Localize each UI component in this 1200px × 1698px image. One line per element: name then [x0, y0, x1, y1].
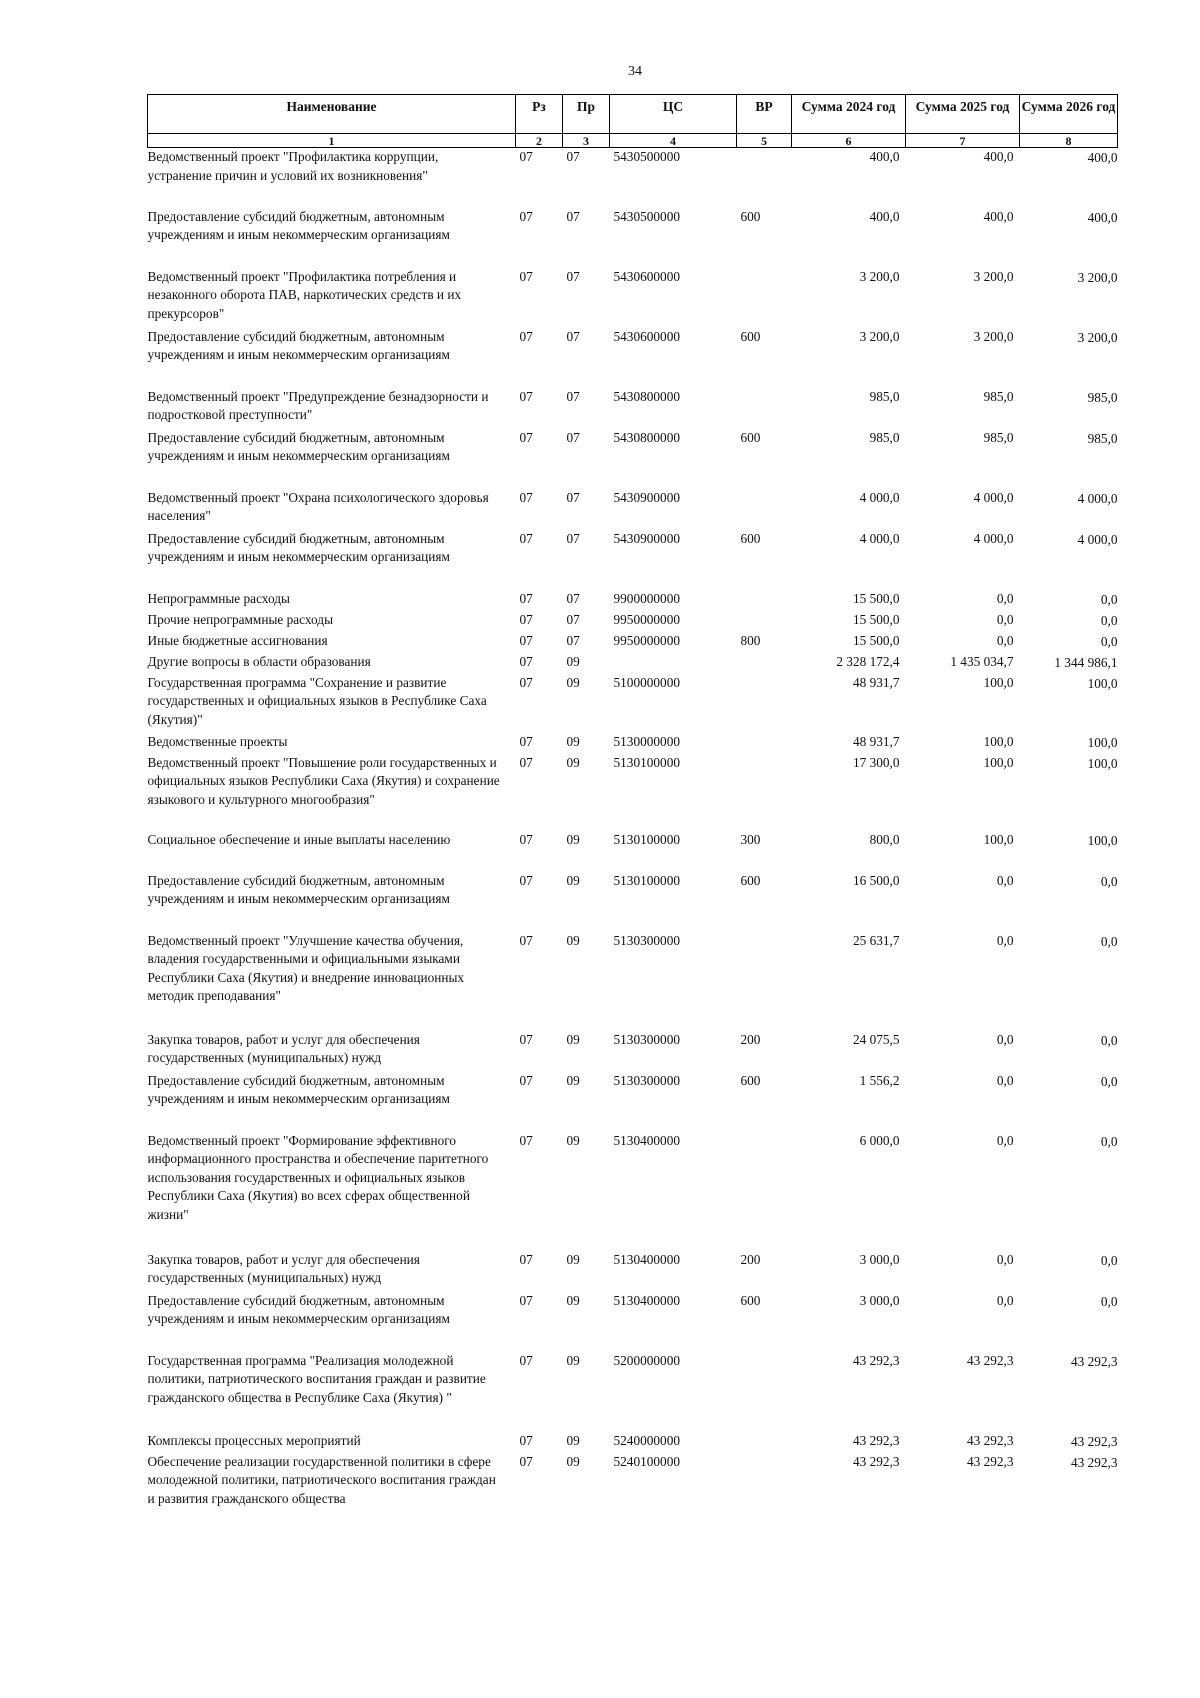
row-name: Закупка товаров, работ и услуг для обеспечения государственных (муниципальных) нужд — [147, 1251, 420, 1285]
row-cs: 5130300000 — [613, 1031, 680, 1047]
row-vr: 600 — [740, 872, 761, 888]
row-sum-2026: 100,0 — [1087, 755, 1118, 771]
row-vr: 800 — [740, 632, 761, 648]
row-vr — [737, 1132, 792, 1251]
row-name: Ведомственный проект "Профилактика коррупции, устранение причин и условий их возникновения" — [147, 149, 439, 183]
row-cs: 5430500000 — [613, 208, 680, 224]
row-sum-2025: 0,0 — [996, 611, 1014, 627]
row-sum-2026: 0,0 — [1100, 1133, 1118, 1149]
row-pr: 09 — [566, 872, 580, 888]
row-vr — [737, 674, 792, 733]
column-number-row — [148, 134, 1118, 148]
row-rz: 07 — [519, 1132, 533, 1148]
row-cs: 9950000000 — [613, 611, 680, 627]
row-sum-2025: 985,0 — [983, 388, 1014, 404]
row-sum-2025: 0,0 — [996, 872, 1014, 888]
row-rz: 07 — [519, 1251, 533, 1267]
row-sum-2024: 15 500,0 — [852, 590, 900, 606]
table-row — [148, 611, 1118, 632]
row-sum-2024: 15 500,0 — [852, 632, 900, 648]
row-name: Предоставление субсидий бюджетным, автономным учреждениям и иным некоммерческим организациям — [147, 530, 450, 564]
row-sum-2025: 0,0 — [996, 1072, 1014, 1088]
table-row — [148, 1072, 1118, 1132]
row-vr — [737, 489, 792, 530]
row-pr: 07 — [566, 632, 580, 648]
row-cs: 5130100000 — [613, 831, 680, 847]
row-cs: 5130300000 — [613, 1072, 680, 1088]
row-pr: 09 — [566, 653, 580, 669]
table-row — [148, 208, 1118, 268]
row-vr — [737, 268, 792, 328]
row-vr — [737, 733, 792, 754]
row-rz: 07 — [519, 429, 533, 445]
row-name: Другие вопросы в области образования — [147, 653, 371, 669]
row-cs: 5130100000 — [613, 872, 680, 888]
row-cs: 5130000000 — [613, 733, 680, 749]
row-vr: 600 — [740, 208, 761, 224]
row-sum-2026: 400,0 — [1087, 209, 1118, 225]
row-sum-2024: 25 631,7 — [852, 932, 900, 948]
row-rz: 07 — [519, 208, 533, 224]
row-pr: 09 — [566, 1352, 580, 1368]
table-row — [148, 1292, 1118, 1352]
row-name: Предоставление субсидий бюджетным, автономным учреждениям и иным некоммерческим организациям — [147, 872, 450, 906]
row-pr: 09 — [566, 932, 580, 948]
row-rz: 07 — [519, 653, 533, 669]
row-sum-2026: 100,0 — [1087, 734, 1118, 750]
row-sum-2026: 43 292,3 — [1070, 1433, 1118, 1449]
row-rz: 07 — [519, 328, 533, 344]
row-rz: 07 — [519, 632, 533, 648]
row-sum-2025: 0,0 — [996, 1251, 1014, 1267]
row-cs: 5430600000 — [613, 268, 680, 284]
row-vr — [737, 148, 792, 208]
table-row — [148, 1132, 1118, 1251]
column-number: 8 — [1020, 134, 1118, 148]
row-rz: 07 — [519, 388, 533, 404]
row-rz: 07 — [519, 489, 533, 505]
row-sum-2026: 0,0 — [1100, 1032, 1118, 1048]
table-row — [148, 1453, 1118, 1533]
row-sum-2026: 100,0 — [1087, 675, 1118, 691]
row-cs: 5130100000 — [613, 754, 680, 770]
row-pr: 09 — [566, 733, 580, 749]
row-pr: 07 — [566, 611, 580, 627]
row-vr — [737, 590, 792, 611]
row-name: Обеспечение реализации государственной политики в сфере молодежной политики, патриотического воспитания граждан и развития гражданского общества — [147, 1453, 496, 1506]
row-rz: 07 — [519, 831, 533, 847]
row-pr: 09 — [566, 1031, 580, 1047]
row-vr: 600 — [740, 1072, 761, 1088]
row-sum-2024: 48 931,7 — [852, 733, 900, 749]
row-vr: 300 — [740, 831, 761, 847]
header-pr: Пр — [563, 95, 610, 134]
row-sum-2026: 400,0 — [1087, 150, 1118, 165]
row-name: Закупка товаров, работ и услуг для обеспечения государственных (муниципальных) нужд — [147, 1031, 420, 1065]
table-row — [148, 328, 1118, 388]
row-cs: 5200000000 — [613, 1352, 680, 1368]
table-header-row — [148, 95, 1118, 134]
row-rz: 07 — [519, 674, 533, 690]
row-sum-2026: 0,0 — [1100, 1252, 1118, 1268]
row-sum-2024: 16 500,0 — [852, 872, 900, 888]
row-sum-2025: 43 292,3 — [966, 1453, 1014, 1469]
table-row — [148, 674, 1118, 733]
row-cs — [610, 653, 737, 674]
row-sum-2026: 3 200,0 — [1077, 269, 1118, 285]
row-sum-2026: 0,0 — [1100, 633, 1118, 649]
row-sum-2026: 4 000,0 — [1077, 490, 1118, 506]
row-sum-2025: 0,0 — [996, 932, 1014, 948]
row-sum-2024: 3 000,0 — [859, 1251, 900, 1267]
row-sum-2026: 0,0 — [1100, 612, 1118, 628]
table-row — [148, 1031, 1118, 1072]
row-cs: 5130400000 — [613, 1251, 680, 1267]
column-number: 3 — [563, 134, 610, 148]
row-name: Предоставление субсидий бюджетным, автономным учреждениям и иным некоммерческим организациям — [147, 429, 450, 463]
table-row — [148, 733, 1118, 754]
row-sum-2025: 0,0 — [996, 590, 1014, 606]
table-row — [148, 590, 1118, 611]
row-sum-2026: 1 344 986,1 — [1054, 654, 1118, 670]
row-cs: 5430900000 — [613, 489, 680, 505]
row-sum-2025: 100,0 — [983, 754, 1014, 770]
row-sum-2024: 48 931,7 — [852, 674, 900, 690]
row-name: Предоставление субсидий бюджетным, автономным учреждениям и иным некоммерческим организациям — [147, 1292, 450, 1326]
row-rz: 07 — [519, 1352, 533, 1368]
row-sum-2024: 400,0 — [869, 208, 900, 224]
row-sum-2026: 43 292,3 — [1070, 1353, 1118, 1369]
budget-table — [147, 94, 1118, 1533]
row-sum-2026: 0,0 — [1100, 591, 1118, 607]
row-cs: 5240100000 — [613, 1453, 680, 1469]
row-rz: 07 — [519, 1432, 533, 1448]
page-number: 34 — [628, 64, 642, 79]
table-row — [148, 754, 1118, 831]
row-sum-2024: 4 000,0 — [859, 530, 900, 546]
row-name: Ведомственный проект "Охрана психологического здоровья населения" — [147, 489, 489, 523]
row-pr: 07 — [566, 590, 580, 606]
row-sum-2026: 0,0 — [1100, 873, 1118, 889]
row-sum-2025: 100,0 — [983, 733, 1014, 749]
row-name: Ведомственные проекты — [147, 733, 288, 749]
row-sum-2026: 985,0 — [1087, 389, 1118, 405]
row-name: Ведомственный проект "Профилактика потребления и незаконного оборота ПАВ, наркотических средств и их прекурсоров" — [147, 268, 462, 321]
row-vr: 600 — [740, 530, 761, 546]
row-sum-2025: 0,0 — [996, 1292, 1014, 1308]
row-rz: 07 — [519, 1292, 533, 1308]
row-sum-2024: 3 200,0 — [859, 328, 900, 344]
row-cs: 5430500000 — [613, 149, 680, 164]
column-number: 1 — [148, 134, 516, 148]
column-number: 7 — [906, 134, 1020, 148]
row-vr — [737, 653, 792, 674]
row-sum-2024: 3 200,0 — [859, 268, 900, 284]
table-row — [148, 872, 1118, 932]
row-name: Государственная программа "Сохранение и развитие государственных и официальных языков в Республике Саха (Якутия)" — [147, 674, 487, 727]
row-sum-2025: 3 200,0 — [973, 328, 1014, 344]
row-sum-2024: 17 300,0 — [852, 754, 900, 770]
row-rz: 07 — [519, 268, 533, 284]
table-body — [148, 148, 1118, 1533]
row-vr — [737, 611, 792, 632]
row-sum-2024: 6 000,0 — [859, 1132, 900, 1148]
row-pr: 09 — [566, 1072, 580, 1088]
row-pr: 09 — [566, 1132, 580, 1148]
header-rz: Рз — [516, 95, 563, 134]
table-row — [148, 932, 1118, 1031]
row-sum-2026: 0,0 — [1100, 1293, 1118, 1309]
row-sum-2025: 0,0 — [996, 1132, 1014, 1148]
row-pr: 09 — [566, 1251, 580, 1267]
row-vr — [737, 1432, 792, 1453]
row-vr — [737, 754, 792, 831]
row-vr — [737, 932, 792, 1031]
row-sum-2024: 24 075,5 — [852, 1031, 900, 1047]
table-row — [148, 530, 1118, 590]
column-number: 5 — [737, 134, 792, 148]
row-pr: 07 — [566, 489, 580, 505]
row-cs: 5430800000 — [613, 429, 680, 445]
column-number: 4 — [610, 134, 737, 148]
row-vr: 600 — [740, 1292, 761, 1308]
row-sum-2024: 43 292,3 — [852, 1432, 900, 1448]
row-rz: 07 — [519, 611, 533, 627]
row-rz: 07 — [519, 1453, 533, 1469]
row-rz: 07 — [519, 932, 533, 948]
row-vr: 200 — [740, 1031, 761, 1047]
row-pr: 09 — [566, 754, 580, 770]
header-cs: ЦС — [610, 95, 737, 134]
row-rz: 07 — [519, 590, 533, 606]
row-sum-2024: 4 000,0 — [859, 489, 900, 505]
row-name: Ведомственный проект "Повышение роли государственных и официальных языков Республики Саха (Якутия) и сохранение языкового и культурного многообразия" — [147, 754, 500, 807]
row-pr: 09 — [566, 1453, 580, 1469]
header-name: Наименование — [148, 95, 516, 134]
column-number: 6 — [792, 134, 906, 148]
row-pr: 07 — [566, 149, 580, 164]
row-cs: 5130400000 — [613, 1132, 680, 1148]
row-name: Социальное обеспечение и иные выплаты населению — [147, 831, 451, 847]
header-sum-2025: Сумма 2025 год — [906, 95, 1020, 134]
row-sum-2024: 800,0 — [869, 831, 900, 847]
row-sum-2026: 985,0 — [1087, 430, 1118, 446]
row-pr: 07 — [566, 530, 580, 546]
row-sum-2025: 400,0 — [983, 149, 1014, 164]
row-vr: 600 — [740, 429, 761, 445]
row-sum-2024: 43 292,3 — [852, 1352, 900, 1368]
row-name: Ведомственный проект "Формирование эффективного информационного пространства и обеспечение паритетного использования государственных и официальных языков Республики Саха (Якутия) во всех сферах общественной жизни" — [147, 1132, 489, 1222]
row-cs: 5430800000 — [613, 388, 680, 404]
row-sum-2025: 43 292,3 — [966, 1352, 1014, 1368]
row-sum-2025: 4 000,0 — [973, 530, 1014, 546]
row-sum-2025: 400,0 — [983, 208, 1014, 224]
row-pr: 09 — [566, 831, 580, 847]
row-name: Предоставление субсидий бюджетным, автономным учреждениям и иным некоммерческим организациям — [147, 1072, 450, 1106]
row-pr: 07 — [566, 208, 580, 224]
row-name: Непрограммные расходы — [147, 590, 290, 606]
row-sum-2024: 400,0 — [869, 149, 900, 164]
row-sum-2026: 43 292,3 — [1070, 1454, 1118, 1470]
column-number: 2 — [516, 134, 563, 148]
row-name: Предоставление субсидий бюджетным, автономным учреждениям и иным некоммерческим организациям — [147, 328, 450, 362]
header-vr: ВР — [737, 95, 792, 134]
row-name: Государственная программа "Реализация молодежной политики, патриотического воспитания граждан и развитие гражданского общества в Республике Саха (Якутия) " — [147, 1352, 486, 1405]
row-pr: 07 — [566, 388, 580, 404]
row-name: Ведомственный проект "Улучшение качества обучения, владения государственными и официальными языками Республики Саха (Якутия) и внедрение инновационных методик преподавания" — [147, 932, 465, 1003]
row-sum-2026: 0,0 — [1100, 1073, 1118, 1089]
row-rz: 07 — [519, 872, 533, 888]
row-sum-2024: 1 556,2 — [859, 1072, 900, 1088]
row-rz: 07 — [519, 754, 533, 770]
table-row — [148, 632, 1118, 653]
row-pr: 07 — [566, 268, 580, 284]
table-row — [148, 268, 1118, 328]
row-cs: 5430900000 — [613, 530, 680, 546]
row-rz: 07 — [519, 733, 533, 749]
row-sum-2026: 0,0 — [1100, 933, 1118, 949]
row-sum-2026: 100,0 — [1087, 832, 1118, 848]
row-name: Иные бюджетные ассигнования — [147, 632, 328, 648]
row-sum-2025: 985,0 — [983, 429, 1014, 445]
row-cs: 5130300000 — [613, 932, 680, 948]
row-cs: 9900000000 — [613, 590, 680, 606]
row-cs: 5430600000 — [613, 328, 680, 344]
row-vr: 200 — [740, 1251, 761, 1267]
row-name: Предоставление субсидий бюджетным, автономным учреждениям и иным некоммерческим организациям — [147, 208, 450, 242]
row-sum-2024: 3 000,0 — [859, 1292, 900, 1308]
row-name: Комплексы процессных мероприятий — [147, 1432, 361, 1448]
row-sum-2025: 1 435 034,7 — [950, 653, 1014, 669]
row-vr: 600 — [740, 328, 761, 344]
table-row — [148, 653, 1118, 674]
row-pr: 07 — [566, 429, 580, 445]
row-sum-2024: 985,0 — [869, 388, 900, 404]
row-cs: 5100000000 — [613, 674, 680, 690]
table-row — [148, 429, 1118, 489]
row-sum-2025: 100,0 — [983, 674, 1014, 690]
row-sum-2025: 0,0 — [996, 632, 1014, 648]
header-sum-2026: Сумма 2026 год — [1020, 95, 1118, 134]
row-sum-2024: 43 292,3 — [852, 1453, 900, 1469]
row-cs: 5240000000 — [613, 1432, 680, 1448]
row-cs: 5130400000 — [613, 1292, 680, 1308]
row-sum-2024: 2 328 172,4 — [836, 653, 900, 669]
row-sum-2025: 0,0 — [996, 1031, 1014, 1047]
row-rz: 07 — [519, 149, 533, 164]
row-sum-2026: 4 000,0 — [1077, 531, 1118, 547]
row-cs: 9950000000 — [613, 632, 680, 648]
row-vr — [737, 1453, 792, 1533]
row-sum-2026: 3 200,0 — [1077, 329, 1118, 345]
row-pr: 09 — [566, 1432, 580, 1448]
row-vr — [737, 388, 792, 429]
table-row — [148, 388, 1118, 429]
row-rz: 07 — [519, 1072, 533, 1088]
table-row — [148, 1352, 1118, 1432]
header-sum-2024: Сумма 2024 год — [792, 95, 906, 134]
table-row — [148, 1432, 1118, 1453]
row-pr: 07 — [566, 328, 580, 344]
row-sum-2025: 43 292,3 — [966, 1432, 1014, 1448]
row-sum-2024: 15 500,0 — [852, 611, 900, 627]
row-sum-2025: 3 200,0 — [973, 268, 1014, 284]
table-row — [148, 489, 1118, 530]
table-row — [148, 831, 1118, 872]
row-name: Прочие непрограммные расходы — [147, 611, 334, 627]
row-vr — [737, 1352, 792, 1432]
row-sum-2025: 4 000,0 — [973, 489, 1014, 505]
row-sum-2025: 100,0 — [983, 831, 1014, 847]
row-pr: 09 — [566, 674, 580, 690]
row-rz: 07 — [519, 1031, 533, 1047]
table-row — [148, 1251, 1118, 1292]
row-rz: 07 — [519, 530, 533, 546]
row-sum-2024: 985,0 — [869, 429, 900, 445]
row-pr: 09 — [566, 1292, 580, 1308]
table-row — [148, 148, 1118, 208]
row-name: Ведомственный проект "Предупреждение безнадзорности и подростковой преступности" — [147, 388, 489, 422]
